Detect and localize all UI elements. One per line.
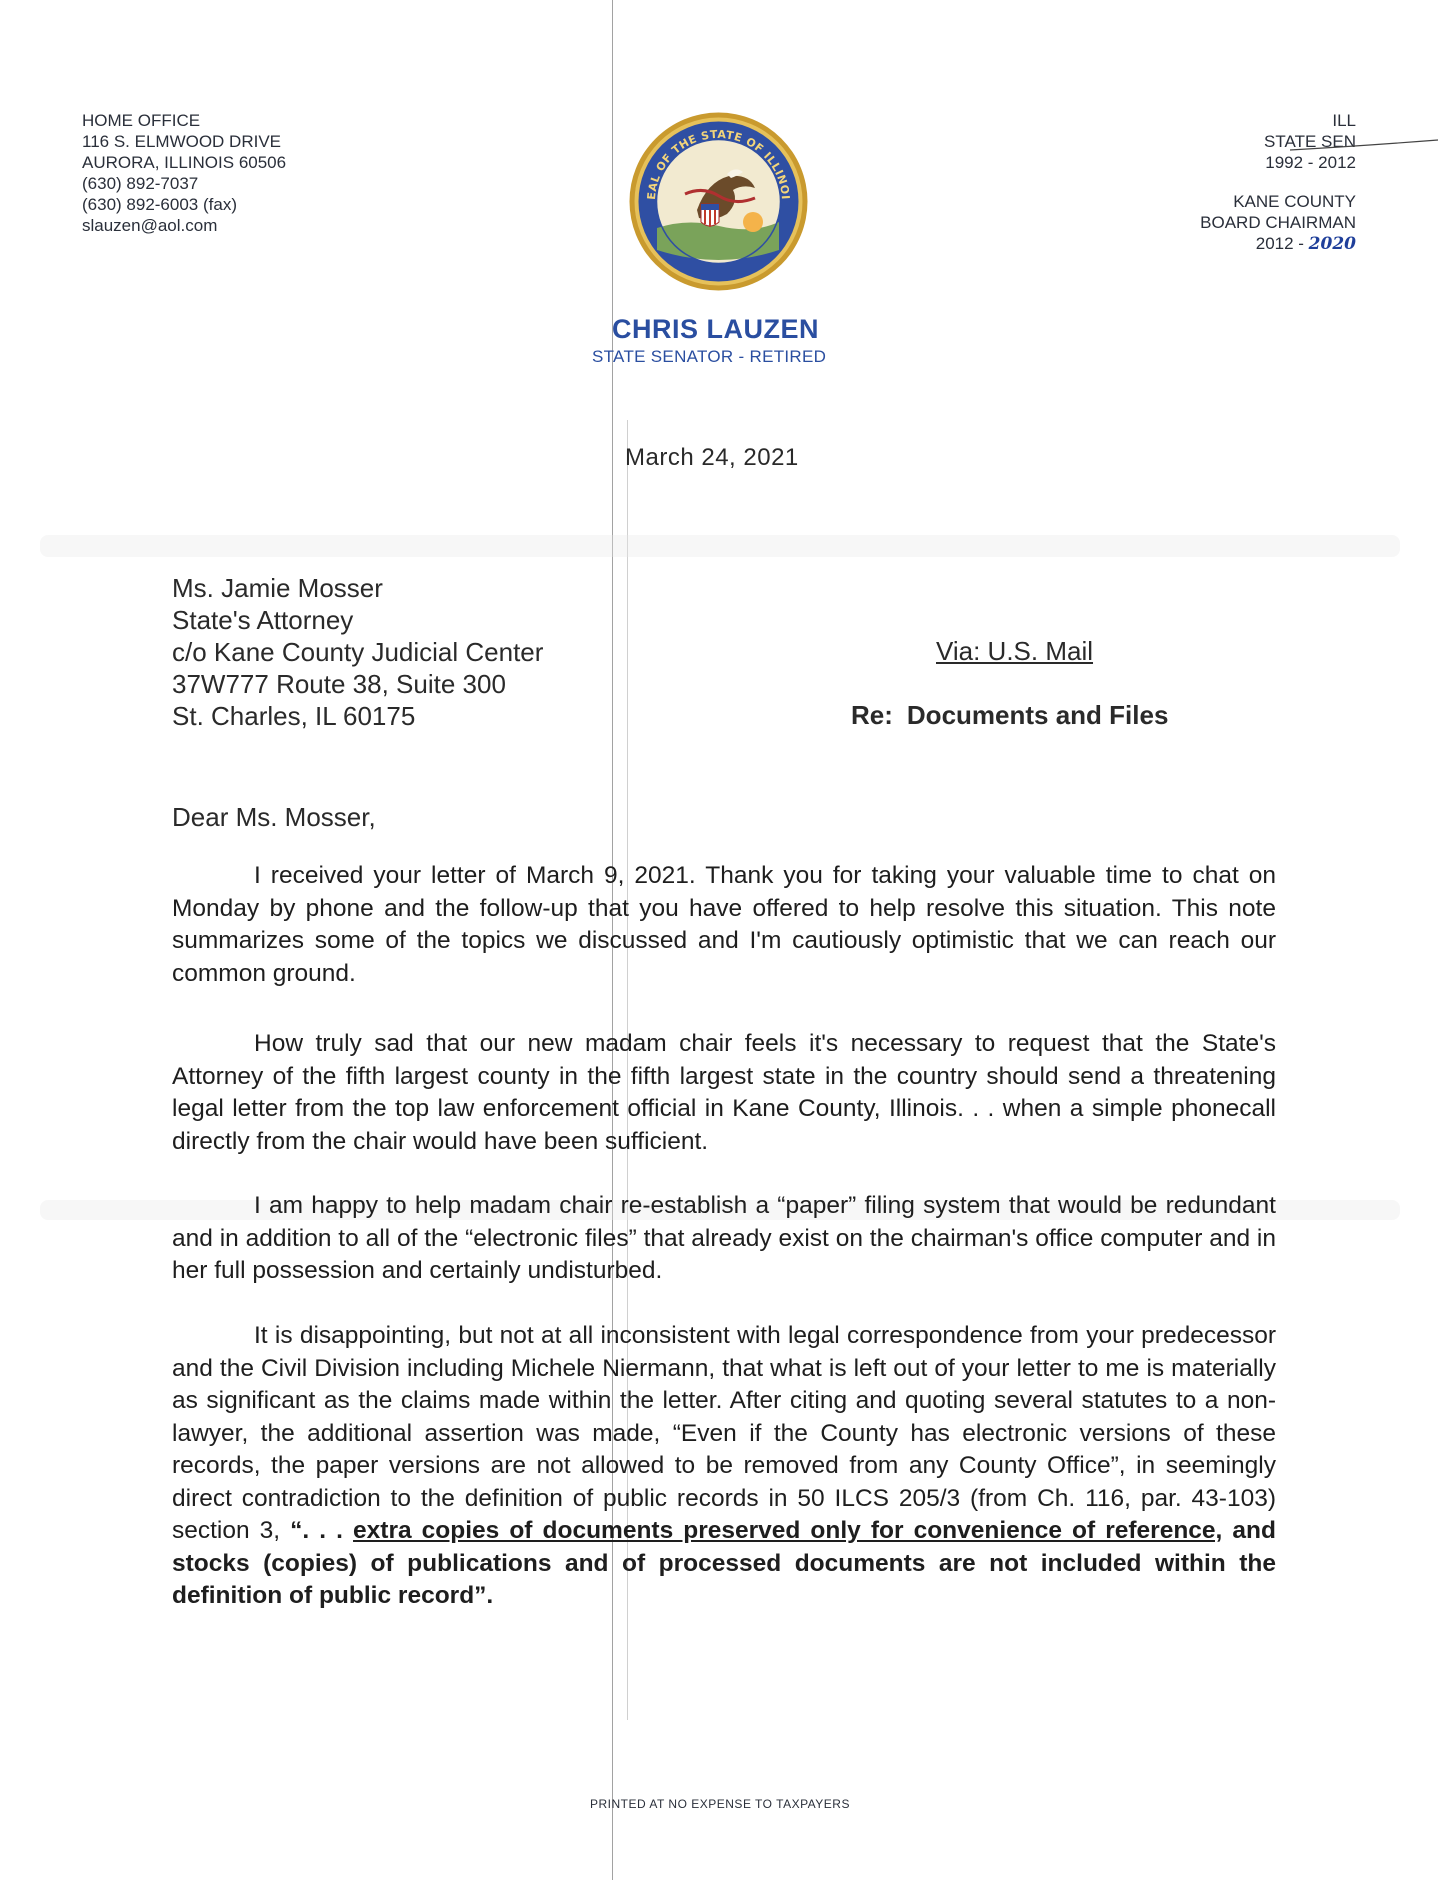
recipient-address xyxy=(172,572,543,732)
career-line-5: BOARD CHAIRMAN xyxy=(1200,213,1356,232)
career-years-start: 2012 - xyxy=(1255,234,1309,253)
quoted-bold-text: and stocks (copies) of publications and of processed documents are not included within the definition of public record”. xyxy=(172,1517,1276,1609)
footer-note: PRINTED AT NO EXPENSE TO TAXPAYERS xyxy=(590,1797,850,1811)
recipient-city: St. Charles, IL 60175 xyxy=(172,701,416,731)
career-line-3: 1992 - 2012 xyxy=(1265,153,1356,172)
home-office-contact xyxy=(82,110,286,236)
body-paragraph-4 xyxy=(172,1320,1276,1613)
letter-date: March 24, 2021 xyxy=(625,444,799,471)
subject-label: Re: xyxy=(851,700,893,730)
recipient-org: c/o Kane County Judicial Center xyxy=(172,637,544,667)
seal-ring-top-text: EAL OF THE STATE OF ILLINOI xyxy=(644,127,793,201)
career-summary xyxy=(1200,110,1356,255)
career-line-4: KANE COUNTY xyxy=(1233,192,1356,211)
delivery-method: Via: U.S. Mail xyxy=(936,636,1094,666)
home-office-label: HOME OFFICE xyxy=(82,111,201,130)
phone-number: (630) 892-7037 xyxy=(82,174,199,193)
sender-title: STATE SENATOR - RETIRED xyxy=(592,347,827,366)
city-state-zip: AURORA, ILLINOIS 60506 xyxy=(82,153,287,172)
fax-number: (630) 892-6003 (fax) xyxy=(82,195,237,214)
letterhead-name-block xyxy=(560,314,900,367)
email-address: slauzen@aol.com xyxy=(82,216,218,235)
paragraph-text: I am happy to help madam chair re-establish a “paper” filing system that would be redundant and in addition to all of the “electronic files” that already exist on the chairman's office computer and in her full possession and certainly undisturbed. xyxy=(172,1192,1276,1284)
subject-text: Documents and Files xyxy=(906,700,1169,730)
street-address: 116 S. ELMWOOD DRIVE xyxy=(82,132,282,151)
body-paragraph-3 xyxy=(172,1190,1276,1288)
paragraph-text: How truly sad that our new madam chair feels it's necessary to request that the State's Attorney of the fifth largest county in the fifth largest state in the country should send a threatening legal letter from the top law enforcement official in Kane County, Illinois. . . when a simple phonecall directly from the chair would have been sufficient. xyxy=(172,1030,1276,1155)
recipient-name: Ms. Jamie Mosser xyxy=(172,573,383,603)
body-paragraph-2 xyxy=(172,1028,1276,1158)
recipient-title: State's Attorney xyxy=(172,605,354,635)
paragraph-text: I received your letter of March 9, 2021. Thank you for taking your valuable time to chat on Monday by phone and the follow-up that you have offered to help resolve this situation. This note summarizes some of the topics we discussed and I'm cautiously optimistic that we can reach our common ground. xyxy=(172,862,1276,987)
scan-smudge xyxy=(40,535,1400,557)
quote-open: “. . . xyxy=(290,1517,343,1544)
career-line-2: STATE SEN xyxy=(1264,132,1356,151)
quoted-underlined-text: extra copies of documents preserved only for convenience of reference, xyxy=(353,1517,1223,1544)
handwritten-year: 2020 xyxy=(1308,234,1356,254)
paragraph-main-text: It is disappointing, but not at all inconsistent with legal correspondence from your predecessor and the Civil Division including Michele Niermann, that what is left out of your letter to me is materially as significant as the claims made within the letter. After citing and quoting several statutes to a non-lawyer, the additional assertion was made, “Even if the County has electronic versions of these records, the paper versions are not allowed to be removed from any County Office”, in seemingly direct contradiction to the definition of public records in 50 ILCS 205/3 (from Ch. 116, par. 43-103) section 3, xyxy=(172,1322,1276,1544)
career-line-6 xyxy=(1200,233,1356,255)
state-seal-icon xyxy=(627,110,810,293)
stray-pen-stroke xyxy=(1290,136,1440,156)
salutation: Dear Ms. Mosser, xyxy=(172,802,376,832)
career-line-1: ILL xyxy=(1332,111,1356,130)
subject-line xyxy=(851,700,1168,731)
sender-name: CHRIS LAUZEN xyxy=(612,314,819,344)
paragraph-text xyxy=(172,1320,1276,1613)
body-paragraph-1 xyxy=(172,860,1276,990)
recipient-street: 37W777 Route 38, Suite 300 xyxy=(172,669,506,699)
